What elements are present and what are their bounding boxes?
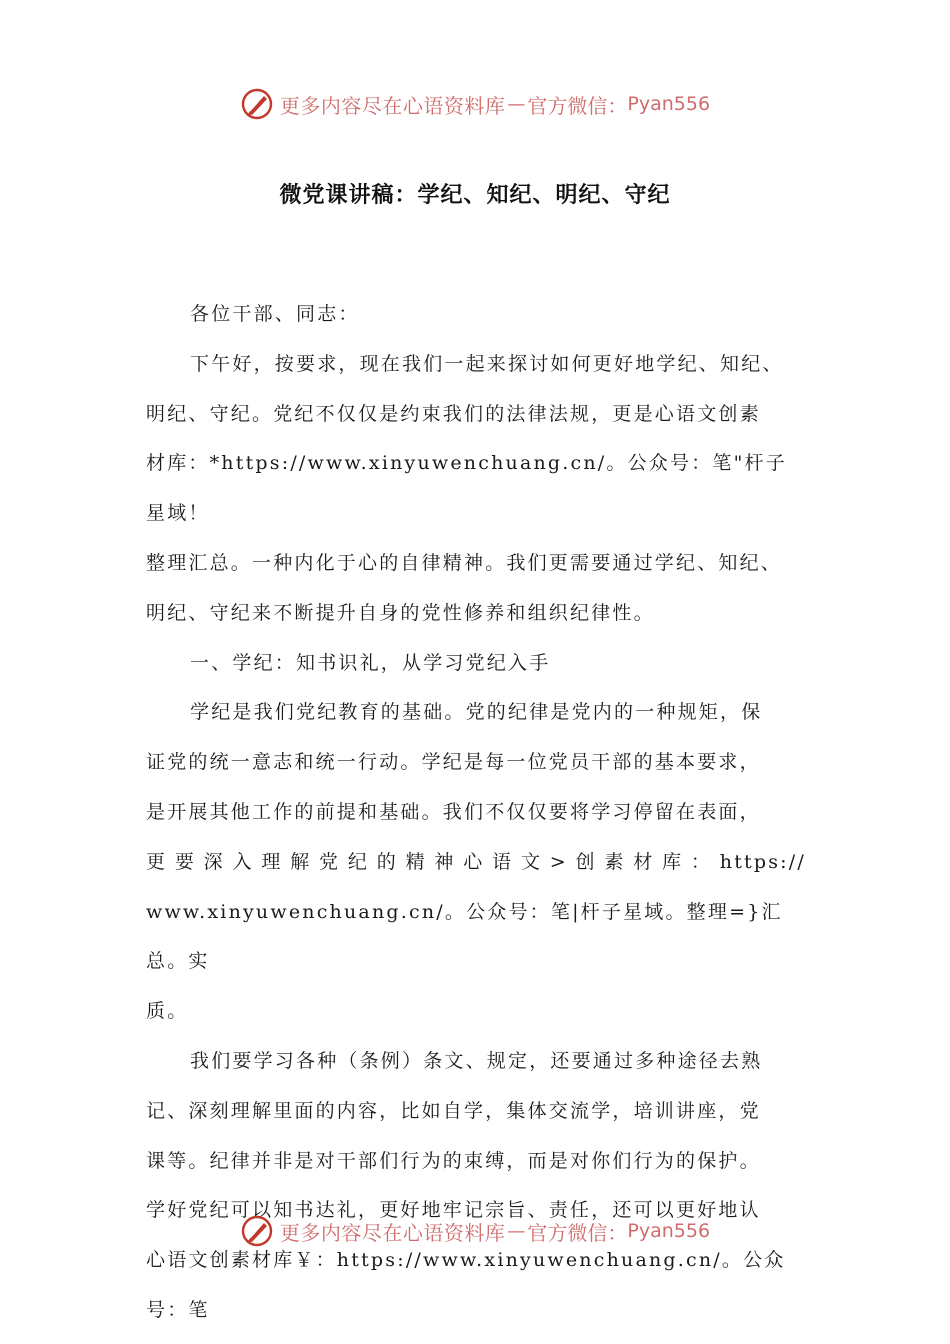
section-heading: 一、学纪：知书识礼，从学习党纪入手 (190, 651, 551, 674)
body-line: 整理汇总。一种内化于心的自律精神。我们更需要通过学纪、知纪、 (146, 551, 783, 574)
banner-brand-text: 更多内容尽在心语资料库 (279, 1220, 506, 1245)
banner-wechat-label: 官方微信： (527, 93, 628, 118)
body-line: 下午好，按要求，现在我们一起来探讨如何更好地学纪、知纪、 (190, 352, 784, 375)
body-line: www.xinyuwenchuang.cn/。公众号：笔|杆子星域。整理=}汇总。实 (146, 900, 783, 973)
body-line: 是开展其他工作的前提和基础。我们不仅仅要将学习停留在表面， (146, 800, 761, 823)
banner-dash: — (507, 1220, 526, 1242)
salutation: 各位干部、同志： (190, 303, 360, 325)
quill-logo-icon (240, 1214, 274, 1248)
document-title: 微党课讲稿：学纪、知纪、明纪、守纪 (279, 182, 671, 208)
body-line: 明纪、守纪来不断提升自身的党性修养和组织纪律性。 (146, 601, 655, 624)
footer-watermark-banner (0, 1211, 950, 1251)
body-line: 证党的统一意志和统一行动。学纪是每一位党员干部的基本要求， (146, 751, 761, 774)
header-watermark-banner (0, 84, 950, 124)
body-line: 课等。纪律并非是对干部们行为的束缚，而是对你们行为的保护。 (146, 1149, 761, 1172)
quill-logo-icon (240, 87, 274, 121)
body-line: 材库：*https://www.xinyuwenchuang.cn/。公众号：笔"杆子星域！ (146, 452, 787, 525)
body-line: 我们要学习各种（条例）条文、规定，还要通过多种途径去熟 (190, 1049, 763, 1072)
banner-wechat-id: Pyan556 (627, 93, 711, 115)
document-body (146, 290, 806, 1336)
banner-brand-text: 更多内容尽在心语资料库 (279, 93, 506, 118)
banner-wechat-label: 官方微信： (527, 1220, 628, 1245)
body-line: 学好党纪可以知书达礼，更好地牢记宗旨、责任，还可以更好地认 (146, 1199, 761, 1222)
body-line: 质。 (146, 1000, 189, 1023)
banner-dash: — (507, 93, 526, 115)
body-line: 记、深刻理解里面的内容，比如自学，集体交流学，培训讲座，党 (146, 1099, 761, 1122)
banner-wechat-id: Pyan556 (627, 1220, 711, 1242)
body-line: 明纪、守纪。党纪不仅仅是约束我们的法律法规，更是心语文创素 (146, 402, 761, 425)
body-line: 更要深入理解党纪的精神心语文>创素材库：https:// (146, 850, 806, 873)
body-line: 心语文创素材库￥：https://www.xinyuwenchuang.cn/。公众号：笔 (146, 1249, 786, 1321)
body-line: 学纪是我们党纪教育的基础。党的纪律是党内的一种规矩，保 (190, 701, 763, 724)
